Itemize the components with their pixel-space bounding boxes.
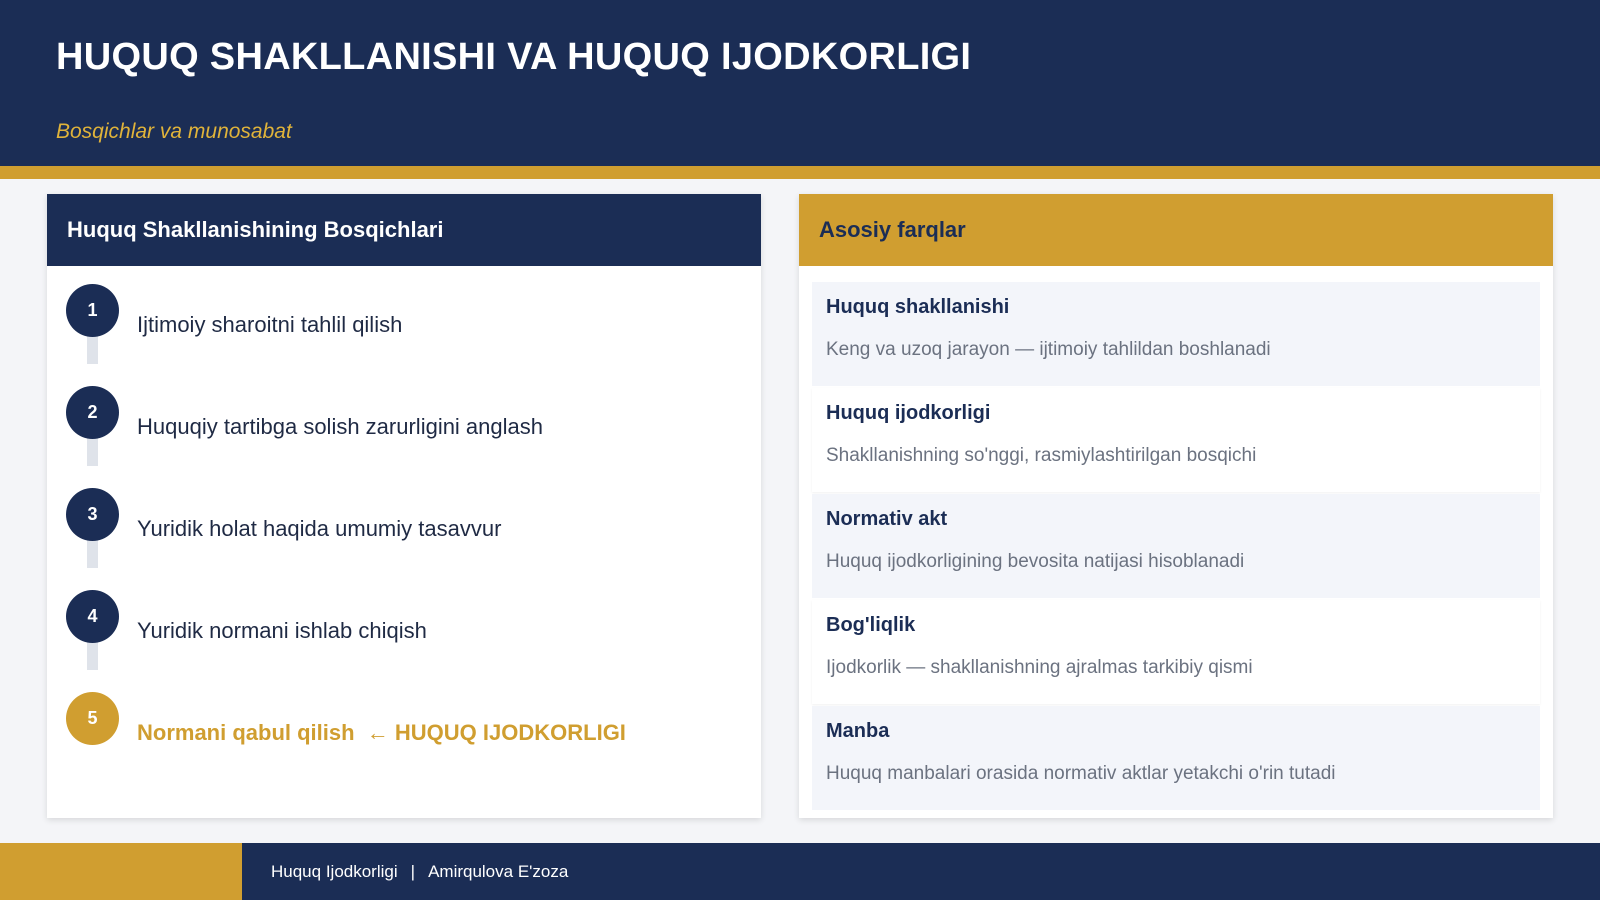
difference-card: [812, 494, 1540, 598]
difference-description: Ijodkorlik — shakllanishning ajralmas tarkibiy qismi: [826, 657, 1253, 678]
difference-title: Huquq shakllanishi: [826, 296, 1010, 318]
difference-title: Manba: [826, 720, 890, 742]
difference-description: Shakllanishning so'nggi, rasmiylashtirilgan bosqichi: [826, 445, 1257, 466]
stage-item: [47, 386, 761, 488]
difference-description: Huquq ijodkorligining bevosita natijasi hisoblanadi: [826, 551, 1245, 572]
stage-connector: [87, 334, 98, 364]
stage-connector: [87, 640, 98, 670]
stage-item: [47, 284, 761, 386]
difference-card: [812, 282, 1540, 386]
stage-label: Yuridik normani ishlab chiqish: [137, 618, 427, 643]
difference-card: [812, 600, 1540, 704]
difference-description: Huquq manbalari orasida normativ aktlar yetakchi o'rin tutadi: [826, 763, 1336, 784]
stage-label: Yuridik holat haqida umumiy tasavvur: [137, 516, 502, 541]
slide-header: [0, 0, 1600, 166]
footer-accent-block: [0, 843, 242, 900]
stage-item: [47, 590, 761, 692]
differences-panel: [799, 194, 1553, 818]
stage-connector: [87, 436, 98, 466]
stage-number-badge: 3: [66, 488, 119, 541]
difference-description: Keng va uzoq jarayon — ijtimoiy tahlildan boshlanadi: [826, 339, 1271, 360]
stage-number-badge: 4: [66, 590, 119, 643]
differences-list: [799, 266, 1553, 810]
stage-connector: [87, 538, 98, 568]
stage-item-final: [47, 692, 761, 794]
stage-number-badge: 2: [66, 386, 119, 439]
stage-label: Huquqiy tartibga solish zarurligini anglash: [137, 414, 544, 439]
footer-course: Huquq Ijodkorligi: [271, 861, 398, 881]
slide-footer: [0, 843, 1600, 900]
stages-panel-title: Huquq Shakllanishining Bosqichlari: [47, 194, 761, 266]
header-accent-stripe: [0, 166, 1600, 179]
stage-label: Ijtimoiy sharoitni tahlil qilish: [137, 312, 403, 337]
stage-number-badge: 5: [66, 692, 119, 745]
slide-subtitle: Bosqichlar va munosabat: [56, 120, 292, 143]
stage-item: [47, 488, 761, 590]
difference-card: [812, 706, 1540, 810]
differences-panel-title: Asosiy farqlar: [799, 194, 1553, 266]
footer-author: Amirqulova E'zoza: [428, 861, 569, 881]
footer-separator: |: [410, 861, 416, 881]
difference-title: Bog'liqlik: [826, 614, 916, 636]
difference-title: Normativ akt: [826, 508, 948, 530]
slide-title: HUQUQ SHAKLLANISHI VA HUQUQ IJODKORLIGI: [56, 36, 972, 78]
stages-panel: [47, 194, 761, 818]
stage-label-highlight: Normani qabul qilish ← HUQUQ IJODKORLIGI: [137, 720, 626, 745]
difference-title: Huquq ijodkorligi: [826, 402, 991, 424]
stage-number-badge: 1: [66, 284, 119, 337]
footer-caption: [271, 843, 568, 900]
difference-card: [812, 388, 1540, 492]
